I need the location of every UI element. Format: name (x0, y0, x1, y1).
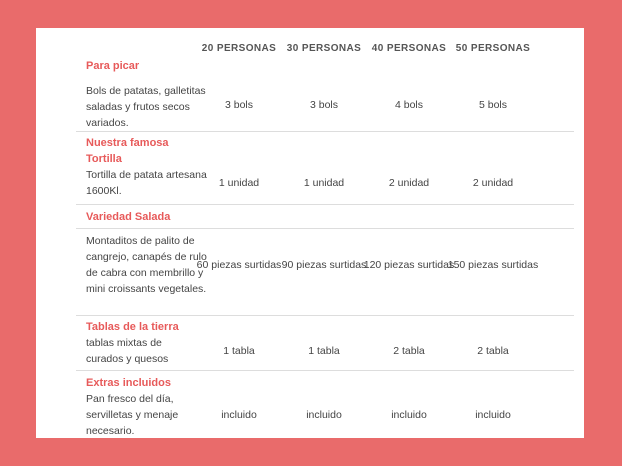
cell-tortilla-20: 1 unidad (218, 177, 260, 189)
header-30-personas: 30 PERSONAS (286, 43, 362, 54)
row-divider (76, 228, 574, 229)
section-title-para-picar: Para picar (86, 60, 140, 72)
cell-extras-40: incluido (391, 409, 427, 421)
cell-tablas-tierra-40: 2 tabla (393, 345, 425, 357)
cell-tortilla-30: 1 unidad (303, 177, 345, 189)
header-40-personas: 40 PERSONAS (371, 43, 447, 54)
cell-tortilla-40: 2 unidad (388, 177, 430, 189)
row-divider (76, 315, 574, 316)
section-title-variedad-salada: Variedad Salada (86, 211, 171, 223)
section-title-extras: Extras incluidos (86, 377, 171, 389)
cell-variedad-salada-50: 150 piezas surtidas (447, 259, 539, 271)
menu-card (36, 28, 584, 438)
cell-para-picar-30: 3 bols (309, 99, 339, 111)
cell-tablas-tierra-30: 1 tabla (308, 345, 340, 357)
section-desc-extras: Pan fresco del día, servilletas y menaje necesario. (86, 393, 179, 437)
cell-extras-30: incluido (306, 409, 342, 421)
cell-para-picar-50: 5 bols (478, 99, 508, 111)
section-desc-para-picar: Bols de patatas, galletitas saladas y frutos secos variados. (86, 85, 206, 129)
section-desc-tablas-tierra: tablas mixtas de curados y quesos (86, 337, 169, 365)
cell-variedad-salada-20: 60 piezas surtidas (196, 259, 282, 271)
cell-para-picar-20: 3 bols (224, 99, 254, 111)
cell-extras-50: incluido (475, 409, 511, 421)
section-title-tablas-tierra: Tablas de la tierra (86, 321, 179, 333)
section-desc-variedad-salada: Montaditos de palito de cangrejo, canapés de rulo de cabra con membrillo y mini croissants vegetales. (86, 235, 207, 295)
section-desc-tortilla: Tortilla de patata artesana 1600Kl. (86, 169, 207, 197)
header-20-personas: 20 PERSONAS (201, 43, 277, 54)
section-title-tortilla: Nuestra famosa Tortilla (86, 137, 169, 165)
cell-variedad-salada-40: 120 piezas surtidas (363, 259, 455, 271)
cell-extras-20: incluido (221, 409, 257, 421)
cell-tablas-tierra-20: 1 tabla (223, 345, 255, 357)
header-50-personas: 50 PERSONAS (455, 43, 531, 54)
cell-tablas-tierra-50: 2 tabla (477, 345, 509, 357)
row-divider (76, 204, 574, 205)
row-divider (76, 370, 574, 371)
cell-tortilla-50: 2 unidad (472, 177, 514, 189)
cell-variedad-salada-30: 90 piezas surtidas (281, 259, 367, 271)
cell-para-picar-40: 4 bols (394, 99, 424, 111)
row-divider (76, 131, 574, 132)
